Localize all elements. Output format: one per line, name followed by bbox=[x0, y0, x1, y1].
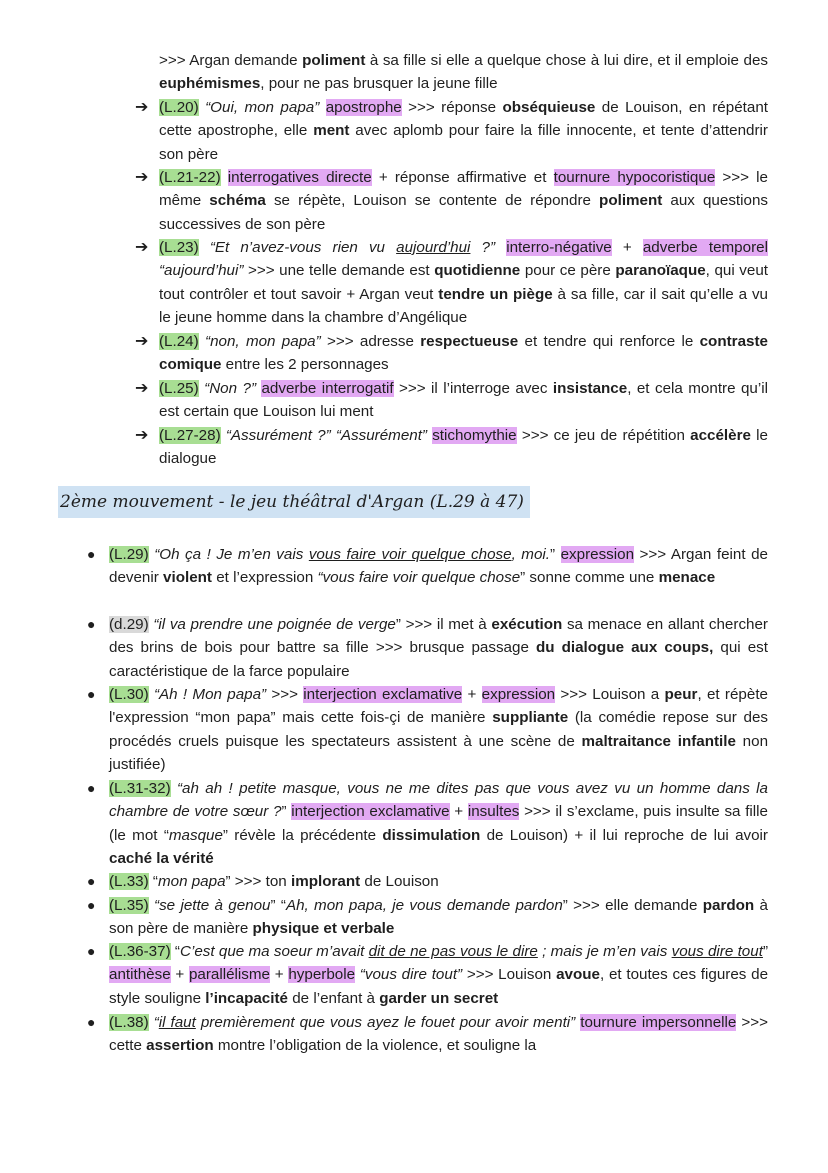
bullet-dot: ● bbox=[87, 943, 96, 959]
bold-text: contraste comique bbox=[159, 333, 768, 374]
text-run: pour ce père bbox=[520, 262, 616, 280]
italic-quote: “Oh ça ! Je m’en vais bbox=[154, 546, 309, 563]
text-run: ” >>> ton bbox=[225, 873, 291, 890]
text-run: entre les 2 personnages bbox=[221, 356, 389, 374]
italic-quote: “non, mon papa” bbox=[205, 333, 321, 350]
text-run: ” bbox=[762, 943, 768, 960]
figure-of-speech-label: adverbe temporel bbox=[642, 239, 768, 256]
bold-text: garder un secret bbox=[379, 989, 499, 1007]
italic-quote: “ah ah ! petite masque, vous ne me dites pas que vous avez vu un homme dans la chambre de votre sœur ? bbox=[109, 780, 768, 821]
text-run: >>> Louison a bbox=[555, 686, 665, 703]
list-item bbox=[109, 894, 768, 941]
italic-quote: “Et n’avez-vous rien vu bbox=[209, 239, 397, 256]
italic-quote: “vous faire voir quelque chose bbox=[317, 569, 521, 587]
text-run: >>> adresse bbox=[320, 333, 421, 350]
text-run: “ bbox=[148, 873, 158, 890]
line-reference: (L.30) bbox=[109, 686, 149, 703]
bold-text: schéma bbox=[209, 192, 266, 210]
italic-quote: premièrement que vous ayez le fouet pour avoir menti” bbox=[195, 1014, 576, 1031]
italic-quote: “Ah ! Mon papa” bbox=[153, 686, 267, 703]
text-run: avec aplomb pour faire la fille innocente, et tente d’attendrir son père bbox=[159, 122, 768, 163]
line-reference: (L.31-32) bbox=[109, 780, 171, 797]
text-run: + réponse affirmative et bbox=[371, 169, 554, 186]
text-run: + bbox=[449, 803, 468, 821]
bold-text: paranoïaque bbox=[615, 262, 706, 280]
italic-quote: “aujourd’hui” bbox=[159, 262, 244, 280]
list-item bbox=[159, 236, 768, 330]
text-run: “ bbox=[170, 943, 180, 960]
text-run: montre l’obligation de la violence, et souligne la bbox=[213, 1037, 537, 1055]
list-item bbox=[109, 543, 768, 590]
line-reference: (L.36-37) bbox=[109, 943, 171, 960]
text-run: sa menace en allant chercher des brins de bois pour battre sa fille >>> brusque passage bbox=[109, 616, 768, 657]
underlined-quote: il faut bbox=[158, 1014, 196, 1031]
bold-text: menace bbox=[658, 569, 716, 587]
list-item bbox=[159, 166, 768, 236]
bold-text: suppliante bbox=[492, 709, 569, 727]
bullet-dot: ● bbox=[87, 873, 96, 889]
bold-text: du dialogue aux coups, bbox=[535, 639, 714, 657]
bold-text: ment bbox=[313, 122, 350, 140]
list-item bbox=[159, 96, 768, 166]
arrow-bullet: ➔ bbox=[135, 380, 149, 397]
underlined-quote: dit de ne pas vous le dire bbox=[368, 943, 538, 960]
figure-of-speech-label: expression bbox=[481, 686, 556, 703]
bold-text: poliment bbox=[599, 192, 663, 210]
list-item bbox=[159, 330, 768, 377]
text-run: de Louison, en répétant cette apostrophe, elle bbox=[159, 99, 768, 140]
text-run: >>> bbox=[266, 686, 304, 703]
italic-quote: “il va prendre une poignée de verge bbox=[153, 616, 396, 633]
list-item bbox=[159, 424, 768, 471]
text-run: + bbox=[170, 966, 189, 984]
italic-quote: Ah, mon papa, je vous demande pardon bbox=[285, 897, 563, 914]
bold-text: respectueuse bbox=[420, 333, 519, 350]
text-run: >>> il l’interroge avec bbox=[393, 380, 553, 397]
text-run: qui est caractéristique de la farce populaire bbox=[109, 639, 768, 680]
arrow-bullet: ➔ bbox=[135, 427, 149, 444]
text-run: >>> cette bbox=[109, 1014, 768, 1055]
italic-quote: “Non ?” bbox=[204, 380, 257, 397]
bold-text: assertion bbox=[146, 1037, 214, 1055]
bold-text: exécution bbox=[491, 616, 563, 633]
list-item bbox=[109, 683, 768, 777]
bold-text: violent bbox=[163, 569, 212, 587]
bold-text: caché la vérité bbox=[109, 850, 214, 868]
text-run: , qui veut tout contrôler et tout savoir + Argan veut bbox=[159, 262, 768, 303]
stage-direction-reference: (d.29) bbox=[109, 616, 149, 633]
arrow-bullet: ➔ bbox=[135, 169, 149, 186]
line-reference: (L.24) bbox=[159, 333, 199, 350]
bold-text: insistance bbox=[552, 380, 628, 397]
text-run: ” sonne comme une bbox=[520, 569, 659, 587]
text-run: >>> ce jeu de répétition bbox=[516, 427, 691, 444]
italic-quote: “se jette à genou bbox=[154, 897, 271, 914]
figure-of-speech-label: apostrophe bbox=[325, 99, 402, 116]
underlined-quote: vous dire tout bbox=[671, 943, 763, 960]
text-run: , et cela montre qu’il est certain que Louison lui ment bbox=[159, 380, 768, 421]
underlined-quote: aujourd’hui bbox=[396, 239, 471, 256]
list-item bbox=[109, 777, 768, 871]
text-run: à sa fille si elle a quelque chose à lui dire, et il emploie des bbox=[365, 52, 768, 69]
text-run: non justifiée) bbox=[109, 732, 769, 774]
bullet-dot: ● bbox=[87, 780, 96, 796]
bullet-dot: ● bbox=[87, 897, 96, 913]
italic-quote: mon papa bbox=[157, 873, 226, 890]
text-run: ” >>> il met à bbox=[395, 616, 492, 633]
text-run: à sa fille, car il sait qu’elle a vu le jeune homme dans la chambre d’Angélique bbox=[159, 285, 768, 327]
arrow-bullet: ➔ bbox=[135, 333, 149, 350]
text-run: ” bbox=[281, 803, 292, 821]
text-run: , pour ne pas brusquer la jeune fille bbox=[260, 75, 498, 93]
text-run: + bbox=[270, 966, 289, 984]
bold-text: obséquieuse bbox=[502, 99, 596, 116]
figure-of-speech-label: interro-négative bbox=[506, 239, 612, 256]
bullet-dot: ● bbox=[87, 686, 96, 702]
text-run bbox=[319, 99, 325, 116]
text-run: >>> Louison bbox=[462, 966, 557, 984]
bullet-dot: ● bbox=[87, 616, 96, 632]
text-run: , et répète l'expression “mon papa” mais cette fois-çi de manière bbox=[109, 686, 768, 727]
text-run: (la comédie repose sur des procédés cruels puisque les spectateurs assistent à une scène de bbox=[109, 709, 768, 750]
text-run: , et toutes ces figures de style souligne bbox=[109, 966, 769, 1007]
text-run: et l’expression bbox=[212, 569, 318, 587]
italic-quote: , moi. bbox=[511, 546, 550, 563]
text-run: >>> une telle demande est bbox=[243, 262, 435, 280]
list-item bbox=[159, 377, 768, 424]
italic-quote: “ bbox=[153, 1014, 159, 1031]
bold-text: peur bbox=[664, 686, 698, 703]
line-reference: (L.29) bbox=[109, 546, 149, 563]
line-reference: (L.25) bbox=[159, 380, 199, 397]
figure-of-speech-label: insultes bbox=[467, 803, 520, 821]
paragraph-intro bbox=[159, 49, 768, 96]
italic-quote: “Assurément ?” “Assurément” bbox=[225, 427, 427, 444]
text-run: >>> Argan demande bbox=[159, 52, 303, 69]
bold-text: maltraitance infantile bbox=[581, 732, 736, 750]
italic-quote: ; mais je m’en vais bbox=[537, 943, 672, 960]
list-item bbox=[109, 870, 768, 893]
italic-quote: C’est que ma soeur m’avait bbox=[180, 943, 369, 960]
section-heading: 2ème mouvement - le jeu théâtral d'Argan (L.29 à 47) bbox=[58, 486, 530, 518]
italic-quote: ?” bbox=[470, 239, 496, 256]
bold-text: implorant bbox=[290, 873, 361, 890]
text-run bbox=[495, 239, 506, 256]
figure-of-speech-label: interrogatives directe bbox=[227, 169, 372, 186]
figure-of-speech-label: interjection exclamative bbox=[303, 686, 463, 703]
text-run: de l’enfant à bbox=[287, 989, 380, 1007]
line-reference: (L.21-22) bbox=[159, 169, 221, 186]
italic-quote: “Oui, mon papa” bbox=[205, 99, 320, 116]
figure-of-speech-label: adverbe interrogatif bbox=[261, 380, 394, 397]
text-run: ” “ bbox=[270, 897, 286, 914]
list-item bbox=[109, 613, 768, 683]
bold-text: quotidienne bbox=[434, 262, 521, 280]
bold-text: tendre un piège bbox=[438, 285, 553, 303]
text-run: + bbox=[462, 686, 482, 703]
bold-text: poliment bbox=[302, 52, 366, 69]
text-run: ” bbox=[550, 546, 561, 563]
figure-of-speech-label: antithèse bbox=[109, 966, 171, 984]
list-item bbox=[109, 940, 768, 1010]
text-run: >>> Argan feint de devenir bbox=[109, 546, 768, 587]
bullet-dot: ● bbox=[87, 546, 96, 562]
line-reference: (L.33) bbox=[109, 873, 149, 890]
italic-quote: “vous dire tout” bbox=[359, 966, 463, 984]
text-run: >>> il s’exclame, puis insulte sa fille (le mot “ bbox=[109, 803, 768, 844]
figure-of-speech-label: tournure impersonnelle bbox=[580, 1014, 737, 1031]
figure-of-speech-label: hyperbole bbox=[288, 966, 356, 984]
bold-text: accélère bbox=[690, 427, 751, 444]
text-run: >>> réponse bbox=[401, 99, 503, 116]
text-run: de Louison) + il lui reproche de lui avoir bbox=[480, 826, 768, 844]
italic-quote: masque bbox=[168, 826, 223, 844]
line-reference: (L.35) bbox=[109, 897, 149, 914]
text-run: de Louison bbox=[360, 873, 439, 890]
text-run: à son père de manière bbox=[109, 897, 768, 938]
text-run: et tendre qui renforce le bbox=[518, 333, 700, 350]
text-run: se répète, Louison se contente de répondre bbox=[265, 192, 600, 210]
figure-of-speech-label: interjection exclamative bbox=[291, 803, 450, 821]
text-run: >>> le même bbox=[159, 169, 768, 210]
bold-text: dissimulation bbox=[382, 826, 481, 844]
line-reference: (L.27-28) bbox=[159, 427, 221, 444]
text-run bbox=[221, 169, 228, 186]
bullet-dot: ● bbox=[87, 1014, 96, 1030]
figure-of-speech-label: stichomythie bbox=[432, 427, 517, 444]
underlined-quote: vous faire voir quelque chose bbox=[308, 546, 512, 563]
figure-of-speech-label: expression bbox=[560, 546, 635, 563]
text-run: le dialogue bbox=[159, 427, 768, 468]
line-reference: (L.38) bbox=[109, 1014, 149, 1031]
text-run: ” >>> elle demande bbox=[562, 897, 703, 914]
bold-text: l’incapacité bbox=[205, 989, 288, 1007]
list-item bbox=[109, 1011, 768, 1058]
line-reference: (L.20) bbox=[159, 99, 199, 116]
figure-of-speech-label: parallélisme bbox=[188, 966, 271, 984]
arrow-bullet: ➔ bbox=[135, 239, 149, 256]
text-run: ” révèle la précédente bbox=[222, 826, 383, 844]
line-reference: (L.23) bbox=[159, 239, 199, 256]
arrow-bullet: ➔ bbox=[135, 99, 149, 116]
bold-text: physique et verbale bbox=[252, 920, 395, 938]
text-run bbox=[199, 239, 210, 256]
bold-text: pardon bbox=[702, 897, 755, 914]
bold-text: avoue bbox=[556, 966, 601, 984]
bold-text: euphémismes bbox=[159, 75, 261, 93]
text-run: aux questions successives de son père bbox=[159, 192, 768, 233]
text-run: + bbox=[611, 239, 643, 256]
figure-of-speech-label: tournure hypocoristique bbox=[553, 169, 716, 186]
